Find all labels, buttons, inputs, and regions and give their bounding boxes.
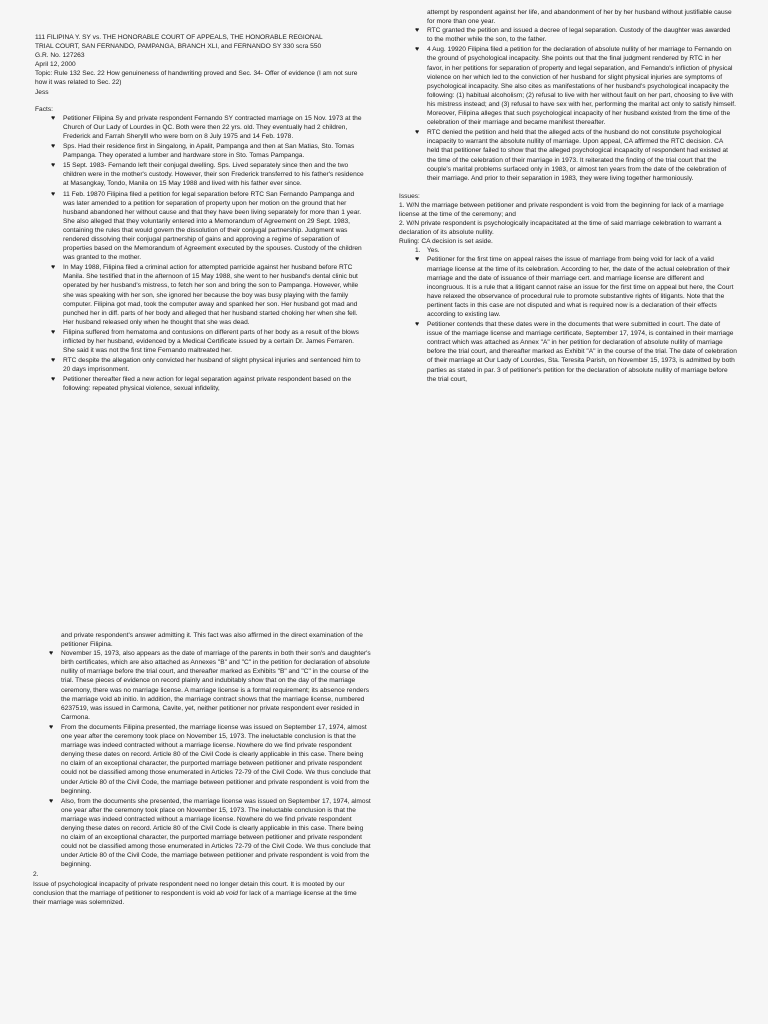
heart-bullet-icon: ♥: [415, 27, 420, 35]
right-column: [399, 8, 737, 385]
bullet-item: [49, 797, 371, 870]
heart-bullet-icon: ♥: [51, 143, 56, 151]
heart-bullet-icon: ♥: [51, 357, 56, 365]
bullet-item: [51, 356, 367, 374]
bullet-text: Also, from the documents she presented, the marriage license was issued on September 17, 1974, almost one year after the ceremony took place on November 15, 1973. The ineluctable conclusion is that the marriage was indeed contracted without a marriage license. Nowhere do we find private respondent denying these dates on record. Article 80 of the Civil Code is clearly applicable in this case. There being no claim of an exceptional character, the purported marriage between petitioner and private respondent could not be classified among those enumerated in Articles 72-79 of the Civil Code. We thus conclude that under Article 80 of the Civil Code, the marriage between petitioner and private respondent is void from the beginning.: [61, 797, 371, 869]
bullet-item: [415, 128, 737, 183]
ruling-item-1: [415, 246, 737, 255]
bullet-item: [51, 328, 367, 355]
ruling-bullets-bottom: [33, 649, 371, 869]
bullet-text: Sps. Had their residence first in Singalong, in Apalit, Pampanga and then at San Matias, Sto. Tomas Pampanga. They operated a lumber and hardware store in Sto. Tomas Pampanga.: [63, 143, 355, 160]
heart-bullet-icon: ♥: [51, 328, 56, 336]
bullet-item: [415, 320, 737, 384]
heart-bullet-icon: ♥: [415, 321, 420, 329]
bullet-text: From the documents Filipina presented, the marriage license was issued on September 17, 1974, almost one year after the ceremony took place on November 15, 1973. The ineluctable conclusion is that the marriage was indeed contracted without a marriage license. Nowhere do we find private respondent denying these dates on record. Article 80 of the Civil Code is clearly applicable in this case. There being no claim of an exceptional character, the purported marriage between petitioner and private respondent could not be classified among those enumerated in Articles 72-79 of the Civil Code. We thus conclude that under Article 80 of the Civil Code, the marriage between petitioner and private respondent is void from the beginning.: [61, 723, 371, 795]
case-header: [35, 33, 367, 97]
facts-list-right: [399, 26, 737, 183]
issue-item: 2. W/N private respondent is psychologically incapacitated at the time of said marriage celebration to warrant a declaration of its absolute nullity.: [399, 220, 722, 237]
case-date: April 12, 2000: [35, 61, 76, 69]
gr-number: G.R. No. 127263: [35, 52, 85, 60]
facts-continuation: attempt by respondent against her life, and abandonment of her by her husband without justifiable cause for more than one year.: [427, 9, 732, 26]
facts-heading: Facts:: [35, 105, 53, 113]
bullet-text: November 15, 1973, also appears as the date of marriage of the parents in both their son's and daughter's birth certificates, which are also attached as Annexes "B" and "C" in the petition for declaration of absolute nullity of marriage before the trial court, and thereafter marked as Exhibits "B" and "C" in the course of the trial. These pieces of evidence on record plainly and indubitably show that on the day of the marriage ceremony, there was no marriage license. A marriage license is a formal requirement; its absence renders the marriage void ab initio. In addition, the marriage contract shows that the marriage license, numbered 6237519, was issued in Carmona, Cavite, yet, neither petitioner nor private respondent ever resided in Carmona.: [61, 650, 371, 721]
ruling-continuation: and private respondent's answer admitting it. This fact was also affirmed in the direct examination of the petitioner Filipina.: [61, 632, 363, 649]
ruling-item-2-emphasis: ab void: [216, 889, 238, 897]
bullet-item: [415, 26, 737, 44]
bullet-item: [415, 45, 737, 127]
bullet-text: 11 Feb. 19870 Filipina filed a petition for legal separation before RTC San Fernando Pampanga and was later amended to a petition for separation of property upon her motion on the ground that her husband abandoned her without cause and that they have been living separately for more than 1 year. She also alleged that they voluntarily entered into a Memorandum of Agreement on 29 Sept. 1983, containing the rules that would govern the dissolution of their conjugal partnership. Judgment was rendered dissolving their conjugal partnership of gains and approving a regime of separation of properties based on the Memorandum of Agreement executed by the spouses. Custody of the children was granted to the mother.: [63, 190, 362, 262]
bullet-item: [51, 263, 367, 327]
bottom-left-column: [33, 631, 371, 907]
bullet-item: [51, 161, 367, 188]
heart-bullet-icon: ♥: [49, 650, 54, 658]
bullet-item: [51, 142, 367, 160]
ruling-item-2-number: 2.: [33, 871, 39, 879]
ruling-item-2-text-b: for lack of a marriage license at the time their marriage was solemnized.: [33, 889, 357, 906]
bullet-item: [51, 190, 367, 263]
ruling-answer: Yes.: [427, 247, 440, 255]
bullet-item: [415, 255, 737, 319]
heart-bullet-icon: ♥: [51, 114, 56, 122]
ruling-heading: Ruling: CA decision is set aside.: [399, 238, 493, 246]
bullet-text: In May 1988, Filipina filed a criminal action for attempted parricide against her husband before RTC Manila. She testified that in the afternoon of 15 May 1988, she went to her husband's dental clinic but operated by her husband's mistress, to fetch her son and bring the son to Pampanga. However, while she was speaking with her son, she ignored her because the boy was busy playing with the family computer. Filipina got mad, took the computer away and spanked her son. Her husband got mad and punched her in diff. parts of her body and alleged that her husband started choking her when she fell. Her husband released only when he thought that she was dead.: [63, 264, 359, 326]
bullet-item: [49, 649, 371, 722]
heart-bullet-icon: ♥: [49, 723, 54, 731]
ruling-list: [399, 246, 737, 255]
heart-bullet-icon: ♥: [415, 46, 420, 54]
digest-author: Jess: [35, 88, 49, 96]
issues-heading: Issues:: [399, 192, 420, 200]
ruling-item-2-text: [33, 880, 371, 907]
facts-list-left: [35, 114, 367, 394]
bullet-text: RTC denied the petition and held that the alleged acts of the husband do not constitute psychological incapacity to warrant the absolute nullity of marriage. Upon appeal, CA affirmed the RTC decision. CA held that petitioner failed to show that the alleged psychological incapacity of respondent had existed at the time of the celebration of their marriage in 1973. It reiterated the finding of the trial court that the couple's marital problems surfaced only in 1983, or almost ten years from the date of the celebration of their marriage. And prior to their separation in 1983, they were living together harmoniously.: [427, 129, 728, 182]
bullet-text: RTC granted the petition and issued a decree of legal separation. Custody of the daughter was awarded to the mother while the son, to the father.: [427, 27, 731, 44]
heart-bullet-icon: ♥: [49, 797, 54, 805]
heart-bullet-icon: ♥: [51, 162, 56, 170]
heart-bullet-icon: ♥: [51, 376, 56, 384]
case-title-line1: 111 FILIPINA Y. SY vs. THE HONORABLE COURT OF APPEALS, THE HONORABLE REGIONAL: [35, 34, 323, 41]
ruling-bullets-right: [399, 255, 737, 383]
bullet-text: Petitioner Filipina Sy and private respondent Fernando SY contracted marriage on 15 Nov. 1973 at the Church of Our Lady of Lourdes in QC. Both were then 22 yrs. old. They eventually had 2 children, Frederick and Farrah Sherylll who were born on 8 July 1975 and 14 Feb. 1978.: [63, 114, 362, 140]
bullet-item: [51, 375, 367, 393]
bullet-text: Petitioner for the first time on appeal raises the issue of marriage from being void for lack of a valid marriage license at the time of its celebration. According to her, the date of the actual celebration of their marriage and the date of issuance of their marriage cert. and marriage license are different and incongruous. It is a rule that a litigant cannot raise an issue for the first time on appeal but here, the Court have relaxed the observance of procedural rule to promote substantive rights of litigants. Note that the pertinent facts in this case are not disputed and what is required now is a declaration of their effects according to existing law.: [427, 256, 734, 318]
bullet-item: [51, 114, 367, 141]
heart-bullet-icon: ♥: [51, 264, 56, 272]
bullet-text: Petitioner thereafter filed a new action for legal separation against private respondent based on the following: repeated physical violence, sexual infidelity,: [63, 376, 352, 393]
case-title-line2: TRIAL COURT, SAN FERNANDO, PAMPANGA, BRANCH XLI, and FERNANDO SY 330 scra 550: [35, 43, 322, 51]
bullet-text: Filipina suffered from hematoma and contusions on different parts of her body as a result of the blows inflicted by her husband, evidenced by a Medical Certificate issued by a certain Dr. James Ferraren. She said it was not the first time Fernando maltreated her.: [63, 328, 359, 355]
case-topic: Topic: Rule 132 Sec. 22 How genuineness of handwriting proved and Sec. 34- Offer of evidence (I am not sure how it was related to Sec. 22): [35, 70, 358, 87]
heart-bullet-icon: ♥: [51, 190, 56, 198]
heart-bullet-icon: ♥: [415, 256, 420, 264]
bullet-text: RTC despite the allegation only convicted her husband of slight physical injuries and sentenced him to 20 days imprisonment.: [63, 357, 361, 374]
bullet-text: 4 Aug. 19920 Filipina filed a petition for the declaration of absolute nullity of her marriage to Fernando on the ground of psychological incapacity. She points out that the final judgment rendered by RTC in her favor, in her petitions for separation of property and legal separation, and Fernando's infliction of physical violence on her which led to the conviction of her husband for slight physical injuries are symptoms of psychological incapacity. She also cites as manifestations of her husband's psychological incapacity the following: (1) habitual alcoholism; (2) refusal to live with her without fault on her part, choosing to live with his mistress instead; and (3) refusal to have sex with her, performing the marital act only to satisfy himself. Moreover, Filipina alleges that such psychological incapacity of her husband existed from the time of the celebration of their marriage and became manifest thereafter.: [427, 46, 736, 127]
bullet-item: [49, 723, 371, 796]
bullet-text: Petitioner contends that these dates were in the documents that were submitted in court. The date of issue of the marriage license and marriage certificate, September 17, 1974, is contained in their marriage contract which was attached as Annex "A" in her petition for declaration of absolute nullity of marriage before the trial court, and thereafter marked as Exhibit "A" in the course of the trial. The date of celebration of their marriage at Our Lady of Lourdes, Sta. Teresita Parish, on November 15, 1973, is admitted by both parties as stated in par. 3 of petitioner's petition for the declaration of absolute nullity of marriage before the trial court,: [427, 321, 737, 383]
heart-bullet-icon: ♥: [415, 129, 420, 137]
bullet-text: 15 Sept. 1983- Fernando left their conjugal dwelling. Sps. Lived separately since then and the two children were in the mother's custody. However, their son Frederick transferred to his father's residence at Masangkay, Tondo, Manila on 15 May 1988 and lived with his father ever since.: [63, 162, 364, 188]
left-column: [35, 33, 367, 395]
ruling-number: 1.: [415, 247, 421, 255]
ruling-item-2-text-a: Issue of psychological incapacity of private respondent need no longer detain this court. It is mooted by our conclusion that the marriage of petitioner to respondent is void: [33, 880, 345, 897]
issue-item: 1. W/N the marriage between petitioner and private respondent is void from the beginning for lack of a marriage license at the time of the ceremony; and: [399, 201, 724, 218]
